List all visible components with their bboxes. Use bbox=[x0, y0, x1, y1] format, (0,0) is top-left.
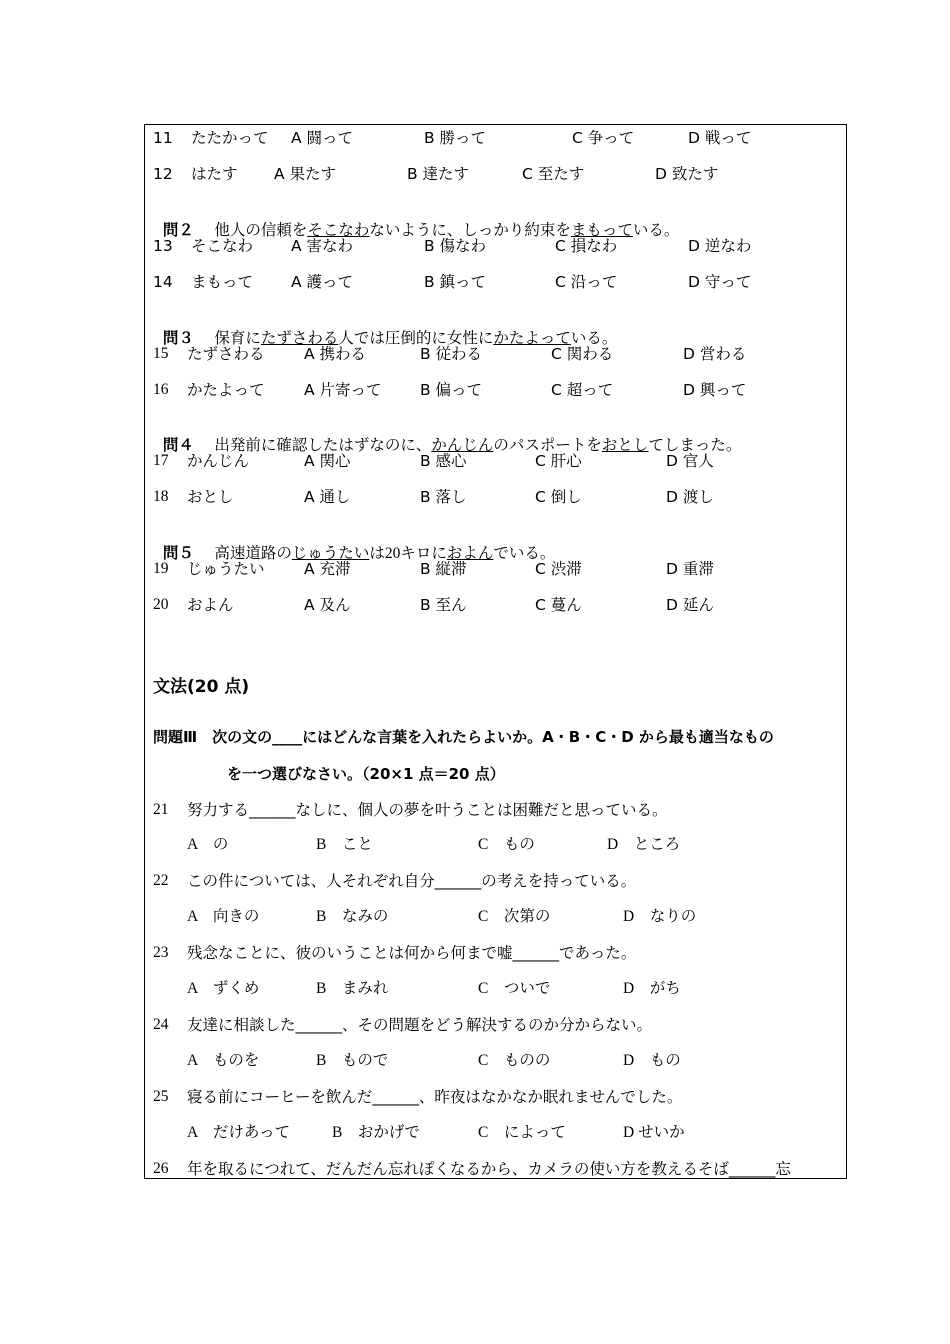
mondai-3-sentence: 問３ 保育にたずさわる人では圧倒的に女性にかたよっている。 bbox=[162, 329, 618, 347]
mondai-4-sentence: 問４ 出発前に確認したはずなのに、かんじんのパスポートをおとしてしまった。 bbox=[162, 436, 742, 454]
grammar-instruction-line1: 問題Ⅲ 次の文の____にはどんな言葉を入れたらよいか。A・B・C・D から最も適当なもの bbox=[153, 728, 774, 746]
grammar-instruction-line2: を一つ選びなさい。（20×1 点＝20 点） bbox=[227, 765, 505, 783]
mondai-5-sentence: 問５ 高速道路のじゅうたいは20キロにおよんでいる。 bbox=[162, 544, 556, 562]
section-heading-grammar: 文法(20 点) bbox=[153, 677, 250, 697]
mondai-2-sentence: 問２ 他人の信頼をそこなわないように、しっかり約束をまもっている。 bbox=[162, 221, 680, 239]
